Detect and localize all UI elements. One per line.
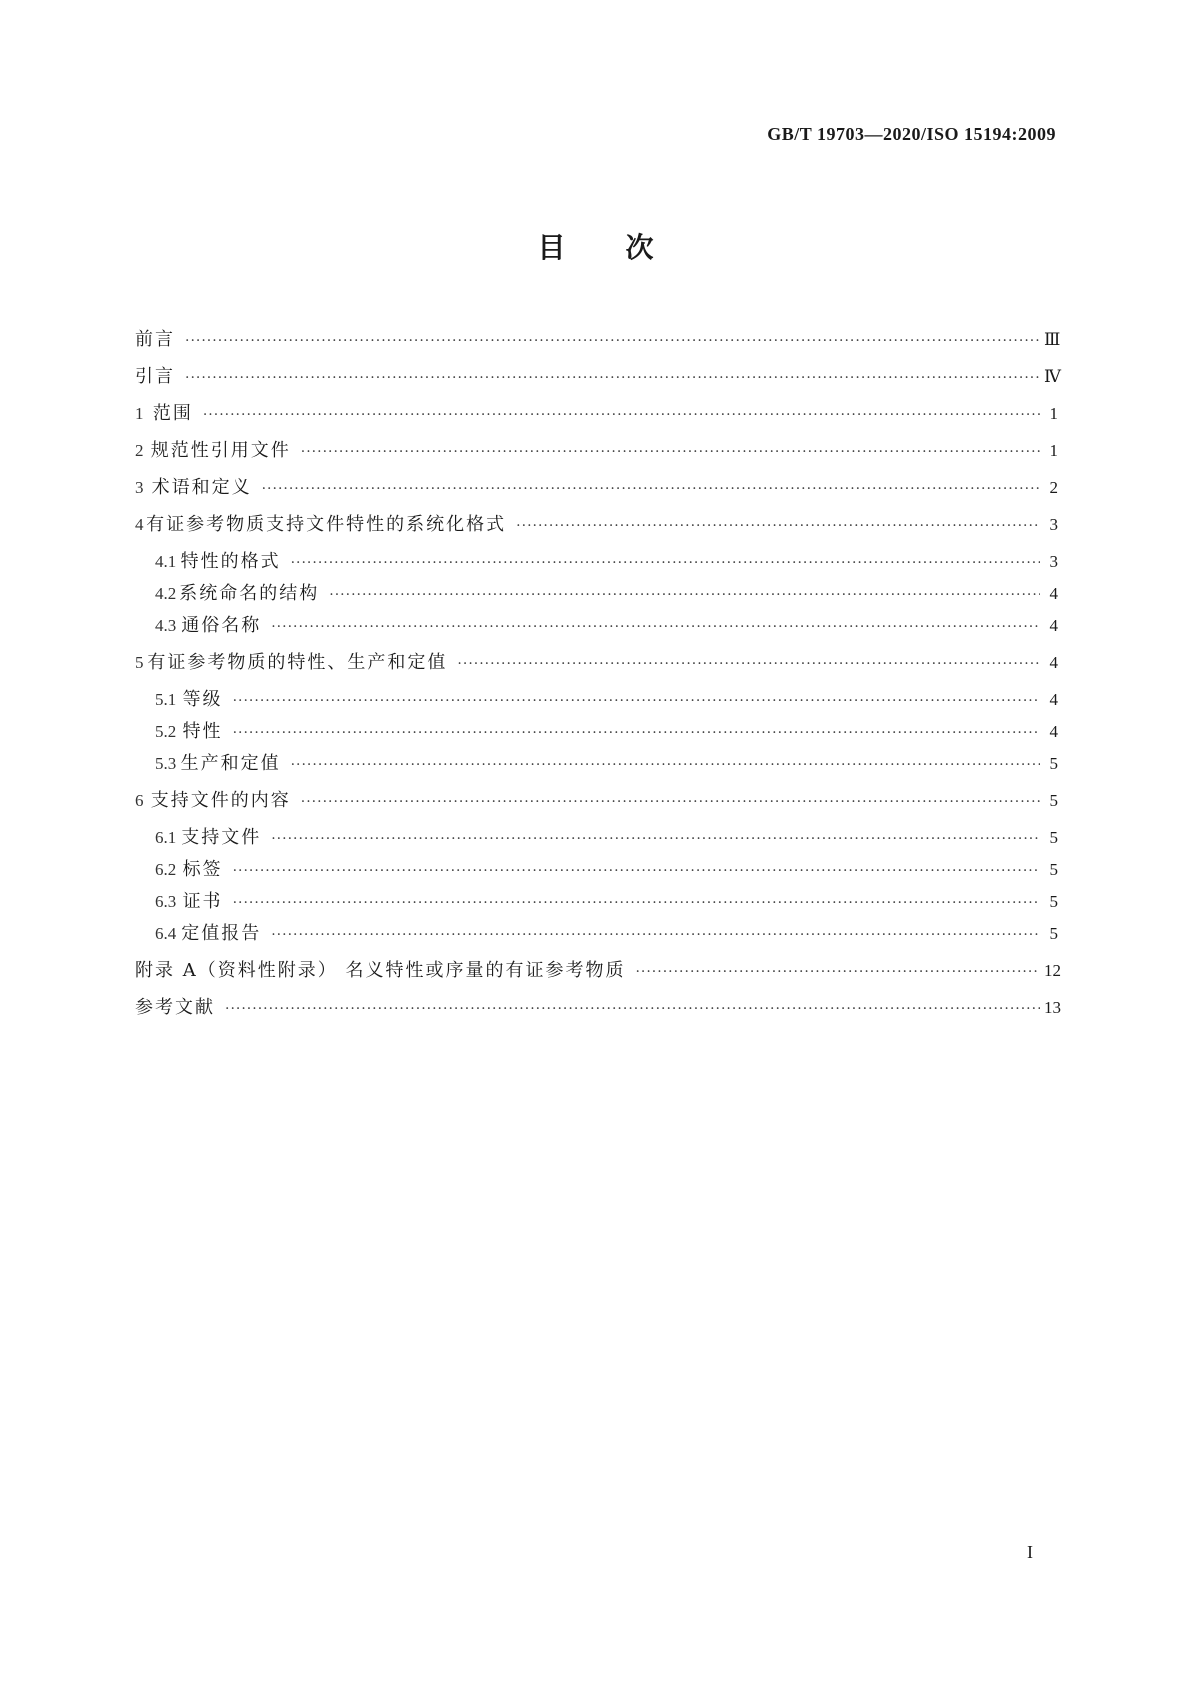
page-title: 目次 xyxy=(537,231,714,264)
toc-dot-leader xyxy=(291,551,1040,575)
toc-dot-leader xyxy=(457,652,1040,676)
toc-entry-page: Ⅳ xyxy=(1044,367,1061,386)
toc-entry-page: 1 xyxy=(1049,404,1058,423)
toc-dot-leader xyxy=(233,721,1040,745)
toc-entry-annex-a[interactable] xyxy=(135,959,1061,984)
toc-entry-number: 5 xyxy=(135,653,144,672)
toc-dot-leader xyxy=(233,891,1040,915)
toc-entry-introduction[interactable] xyxy=(135,365,1061,390)
toc-entry-page: 5 xyxy=(1049,754,1058,773)
toc-dot-leader xyxy=(271,615,1040,639)
toc-entry-page: 5 xyxy=(1049,828,1058,847)
toc-entry-page: 3 xyxy=(1049,552,1058,571)
toc-entry-label: 证书 xyxy=(182,891,223,912)
toc-entry-page: 5 xyxy=(1049,860,1058,879)
toc-entry-page: 12 xyxy=(1044,961,1061,980)
toc-entry-page: 2 xyxy=(1049,478,1058,497)
toc-entry-label: 生产和定值 xyxy=(180,753,281,774)
toc-entry-label: 附录 A（资料性附录） 名义特性或序量的有证参考物质 xyxy=(135,960,626,981)
toc-entry-4-2[interactable] xyxy=(135,582,1058,607)
toc-entry-number: 1 xyxy=(135,404,144,423)
toc-entry-page: 4 xyxy=(1049,616,1058,635)
toc-entry-number: 4 xyxy=(135,515,144,534)
toc-entry-label: 等级 xyxy=(182,689,223,710)
toc-entry-section-4[interactable] xyxy=(135,513,1058,538)
toc-entry-label: 通俗名称 xyxy=(181,615,262,636)
toc-entry-6-3[interactable] xyxy=(135,890,1058,915)
toc-dot-leader xyxy=(635,960,1040,984)
toc-entry-5-3[interactable] xyxy=(135,752,1058,777)
toc-entry-page: 5 xyxy=(1049,892,1058,911)
toc-dot-leader xyxy=(233,689,1040,713)
toc-entry-label: 引言 xyxy=(135,366,175,387)
toc-entry-page: 13 xyxy=(1044,998,1061,1017)
toc-entry-number: 6 xyxy=(135,791,144,810)
toc-dot-leader xyxy=(185,329,1040,353)
toc-entry-scope[interactable] xyxy=(135,402,1058,427)
toc-entry-number: 5.2 xyxy=(155,722,177,741)
toc-dot-leader xyxy=(185,366,1040,390)
toc-entry-label: 支持文件 xyxy=(181,827,262,848)
toc-entry-6-2[interactable] xyxy=(135,858,1058,883)
toc-entry-label: 标签 xyxy=(182,859,223,880)
toc-dot-leader xyxy=(271,923,1040,947)
toc-entry-4-3[interactable] xyxy=(135,614,1058,639)
toc-dot-leader xyxy=(262,477,1040,501)
toc-entry-page: 1 xyxy=(1049,441,1058,460)
toc-entry-number: 4.2 xyxy=(155,584,177,603)
toc-entry-page: Ⅲ xyxy=(1044,330,1061,349)
toc-entry-number: 6.1 xyxy=(155,828,177,847)
toc-entry-5-2[interactable] xyxy=(135,720,1058,745)
toc-dot-leader xyxy=(301,790,1040,814)
toc-dot-leader xyxy=(516,514,1040,538)
page-number: I xyxy=(1027,1542,1033,1562)
toc-entry-section-6[interactable] xyxy=(135,789,1058,814)
toc-entry-6-4[interactable] xyxy=(135,922,1058,947)
toc-dot-leader xyxy=(329,583,1040,607)
table-of-contents xyxy=(135,328,1061,1033)
toc-dot-leader xyxy=(225,997,1040,1021)
toc-entry-label: 特性 xyxy=(182,721,223,742)
toc-entry-label: 范围 xyxy=(152,403,193,424)
toc-entry-label: 规范性引用文件 xyxy=(150,440,291,461)
toc-entry-page: 4 xyxy=(1049,722,1058,741)
toc-entry-number: 5.3 xyxy=(155,754,177,773)
toc-entry-page: 3 xyxy=(1049,515,1058,534)
toc-dot-leader xyxy=(233,859,1040,883)
toc-entry-label: 定值报告 xyxy=(181,923,262,944)
toc-entry-label: 有证参考物质支持文件特性的系统化格式 xyxy=(146,514,507,535)
toc-entry-terms-definitions[interactable] xyxy=(135,476,1058,501)
toc-entry-bibliography[interactable] xyxy=(135,996,1061,1021)
toc-entry-number: 6.2 xyxy=(155,860,177,879)
toc-entry-page: 5 xyxy=(1049,791,1058,810)
standard-code: GB/T 19703—2020/ISO 15194:2009 xyxy=(767,124,1056,144)
toc-dot-leader xyxy=(203,403,1040,427)
toc-entry-normative-references[interactable] xyxy=(135,439,1058,464)
toc-entry-label: 系统命名的结构 xyxy=(179,583,320,604)
toc-entry-5-1[interactable] xyxy=(135,688,1058,713)
toc-entry-number: 6.3 xyxy=(155,892,177,911)
toc-entry-number: 5.1 xyxy=(155,690,177,709)
toc-dot-leader xyxy=(301,440,1040,464)
toc-entry-label: 术语和定义 xyxy=(151,477,252,498)
toc-entry-section-5[interactable] xyxy=(135,651,1058,676)
toc-entry-number: 4.3 xyxy=(155,616,177,635)
toc-entry-number: 4.1 xyxy=(155,552,177,571)
toc-entry-page: 4 xyxy=(1049,690,1058,709)
toc-entry-number: 2 xyxy=(135,441,144,460)
toc-entry-label: 有证参考物质的特性、生产和定值 xyxy=(147,652,448,673)
toc-entry-page: 4 xyxy=(1049,653,1058,672)
toc-entry-label: 特性的格式 xyxy=(180,551,281,572)
toc-entry-label: 参考文献 xyxy=(135,997,215,1018)
toc-entry-number: 3 xyxy=(135,478,144,497)
toc-entry-page: 5 xyxy=(1049,924,1058,943)
toc-entry-page: 4 xyxy=(1049,584,1058,603)
toc-entry-label: 前言 xyxy=(135,329,175,350)
toc-entry-number: 6.4 xyxy=(155,924,177,943)
toc-entry-label: 支持文件的内容 xyxy=(150,790,291,811)
toc-entry-foreword[interactable] xyxy=(135,328,1061,353)
toc-dot-leader xyxy=(291,753,1040,777)
toc-entry-4-1[interactable] xyxy=(135,550,1058,575)
toc-entry-6-1[interactable] xyxy=(135,826,1058,851)
toc-dot-leader xyxy=(271,827,1040,851)
